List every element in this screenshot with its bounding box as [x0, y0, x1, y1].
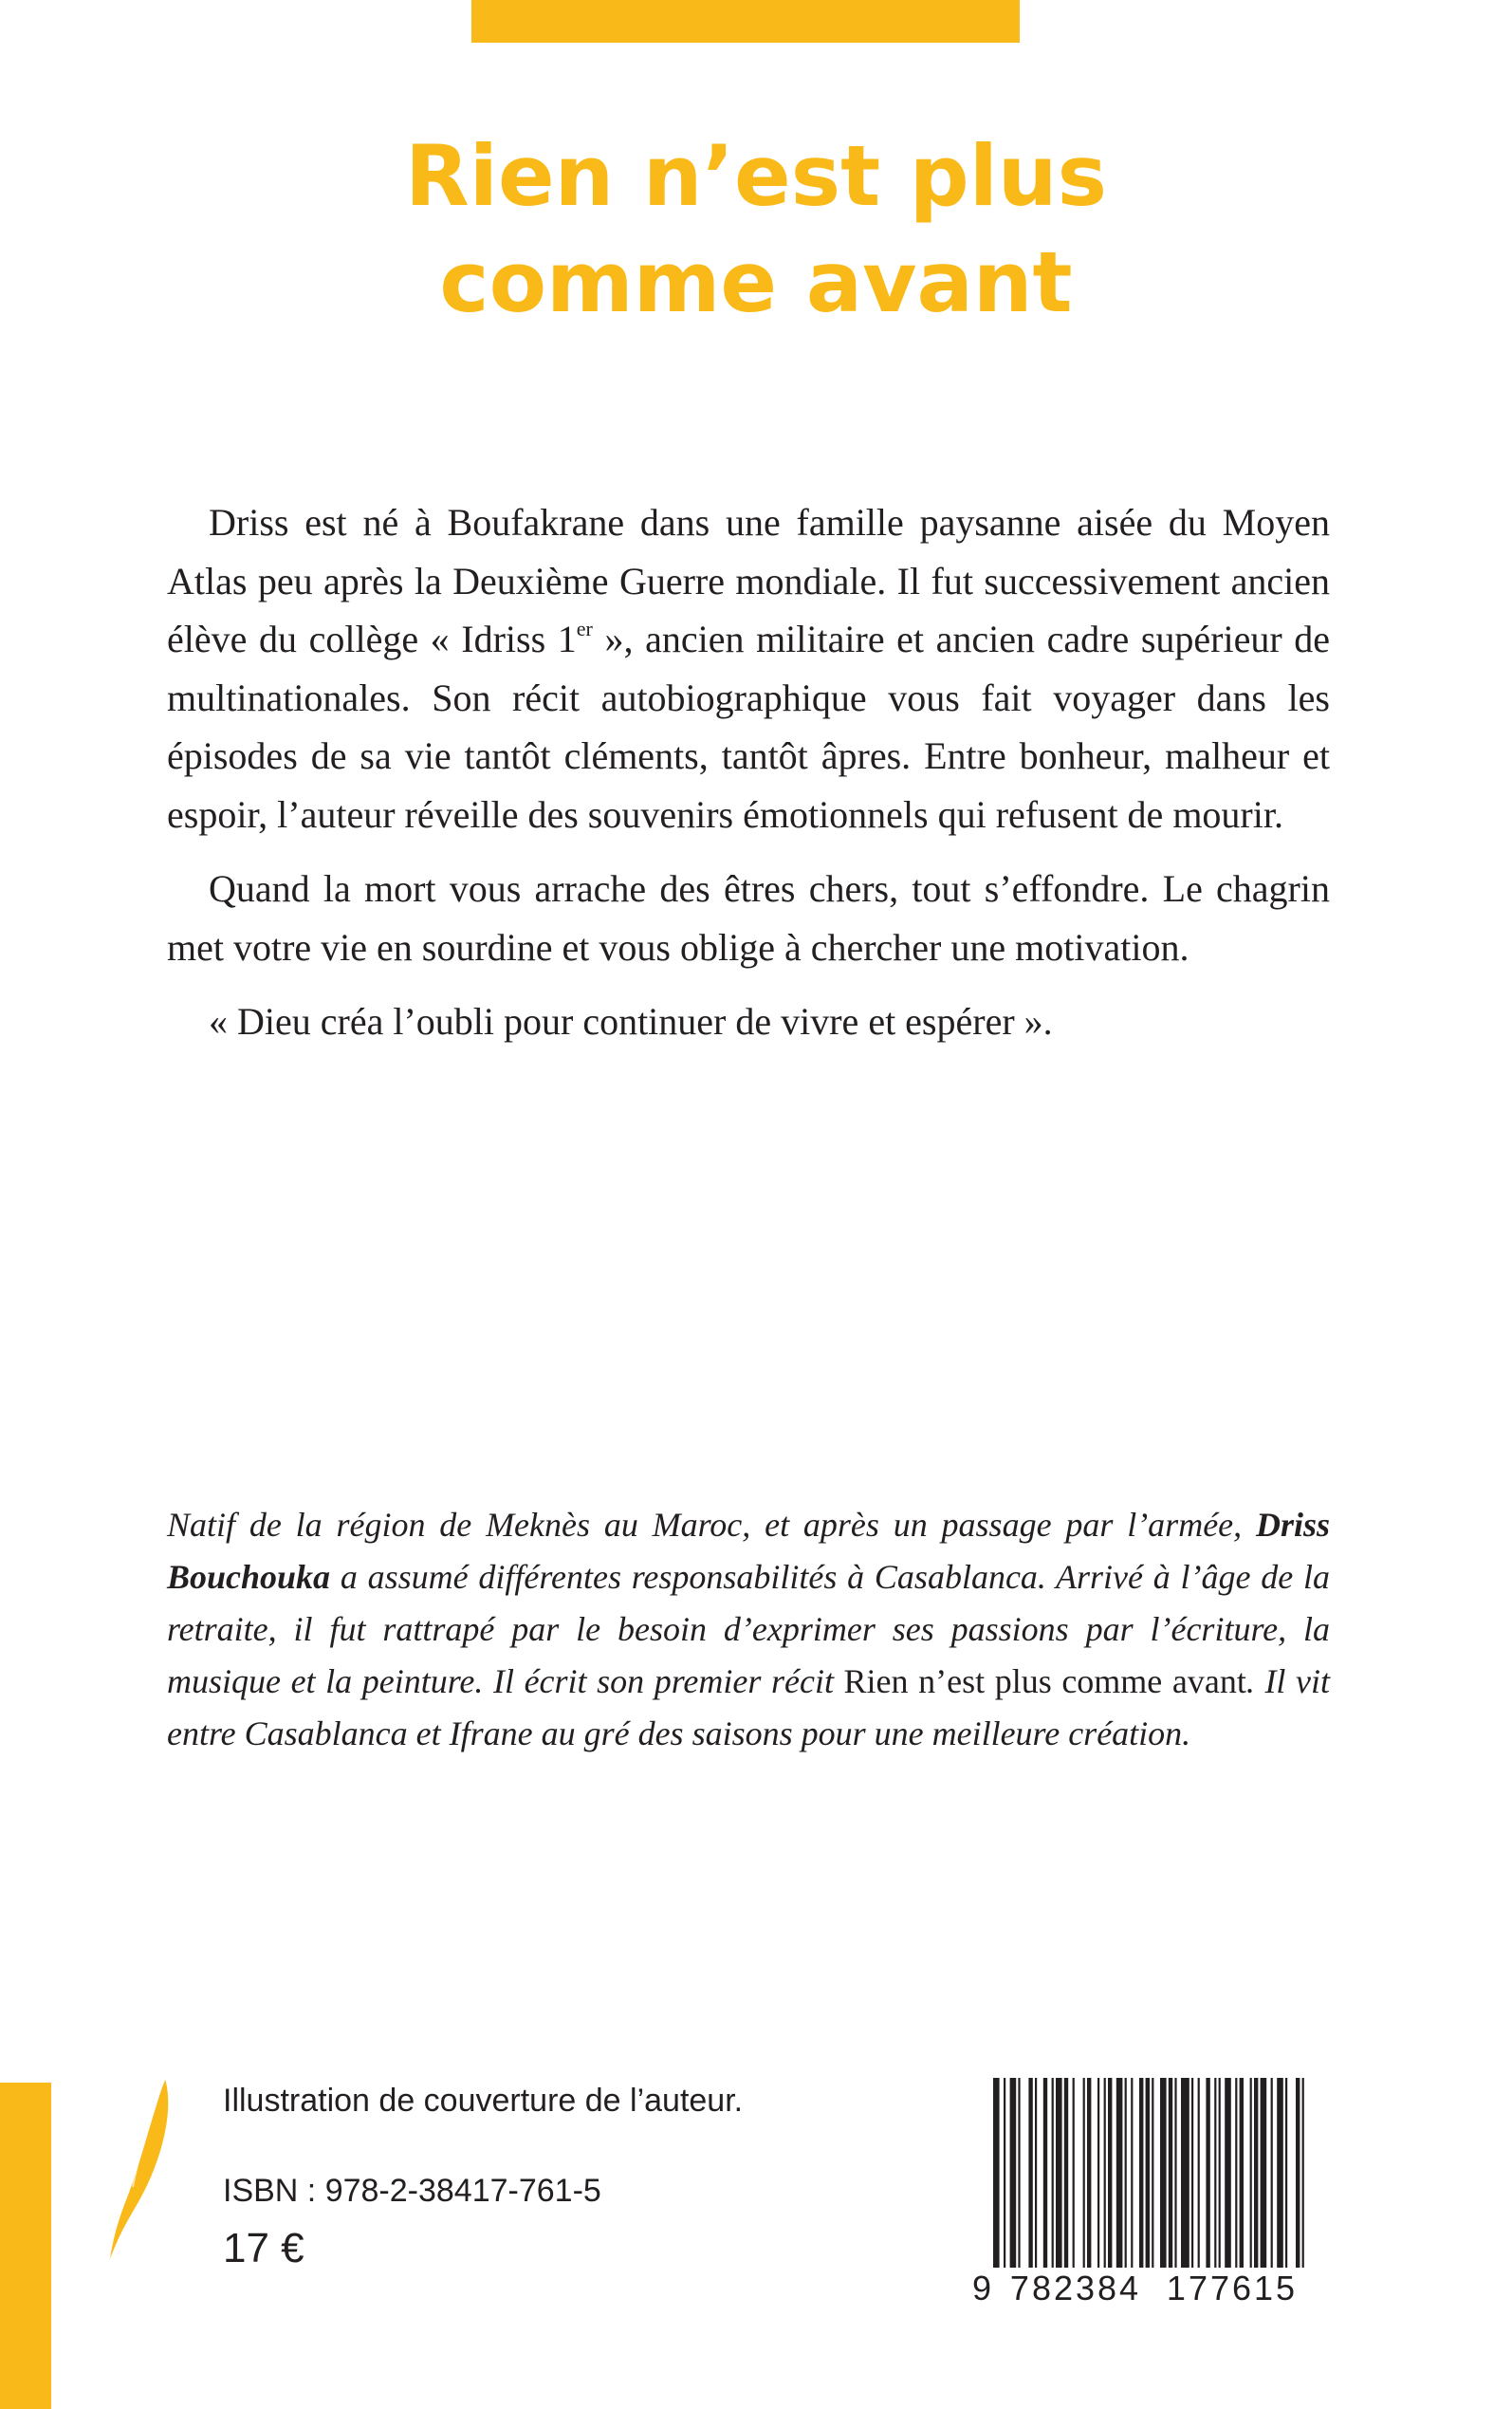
- barcode-first-digit: 9: [972, 2269, 992, 2307]
- blurb-paragraph-1-part-2: », ancien militaire et ancien cadre supérieur de multinationales. Son récit autobiographique vous fait voyager dans les épisodes de sa vie tantôt cléments, tantôt âpres. Entre bonheur, malheur et espoir, l’auteur réveille des souvenirs émotionnels qui refusent de mourir.: [167, 618, 1331, 836]
- barcode-digits: [972, 2268, 1306, 2309]
- back-cover-blurb: [167, 493, 1330, 1051]
- blurb-paragraph-1: [167, 493, 1330, 843]
- ordinal-superscript: er: [576, 617, 593, 640]
- feather-icon: [104, 2073, 180, 2263]
- price: 17 €: [223, 2225, 304, 2271]
- author-name: Driss Bouchouka: [167, 1506, 1330, 1596]
- book-title-line-2: comme avant: [439, 233, 1073, 331]
- bio-middle: a assumé différentes responsabilités à Casablanca. Arrivé à l’âge de la retraite, il fut rattrapé par le besoin d’exprimer ses passions par l’écriture, la musique et la peinture. Il écrit son premier récit: [167, 1558, 1330, 1700]
- top-accent-bar: [471, 0, 1020, 43]
- barcode-right-group: 177615: [1166, 2269, 1299, 2307]
- blurb-paragraph-1-part-1: Driss est né à Boufakrane dans une famille paysanne aisée du Moyen Atlas peu après la Deuxième Guerre mondiale. Il fut successivement ancien élève du collège « Idriss 1: [167, 501, 1330, 660]
- bio-intro: Natif de la région de Meknès au Maroc, et après un passage par l’armée,: [167, 1506, 1256, 1544]
- illustration-credit: Illustration de couverture de l’auteur.: [223, 2083, 744, 2119]
- blurb-quote: « Dieu créa l’oubli pour continuer de vivre et espérer ».: [209, 1000, 1053, 1043]
- bottom-left-accent-strip: [0, 2083, 51, 2409]
- book-title: [0, 123, 1512, 336]
- book-title-line-1: Rien n’est plus: [405, 127, 1107, 225]
- barcode: [972, 2078, 1306, 2315]
- barcode-left-group: 782384: [1009, 2269, 1142, 2307]
- isbn-number: ISBN : 978-2-38417-761-5: [223, 2173, 601, 2209]
- bio-end: . Il vit entre Casablanca et Ifrane au gré des saisons pour une meilleure création.: [167, 1662, 1331, 1752]
- author-biography: [167, 1499, 1330, 1760]
- barcode-icon: [972, 2078, 1306, 2268]
- blurb-paragraph-2: Quand la mort vous arrache des êtres chers, tout s’effondre. Le chagrin met votre vie en sourdine et vous oblige à chercher une motivation.: [167, 867, 1330, 969]
- bio-book-title: Rien n’est plus comme avant: [843, 1662, 1246, 1700]
